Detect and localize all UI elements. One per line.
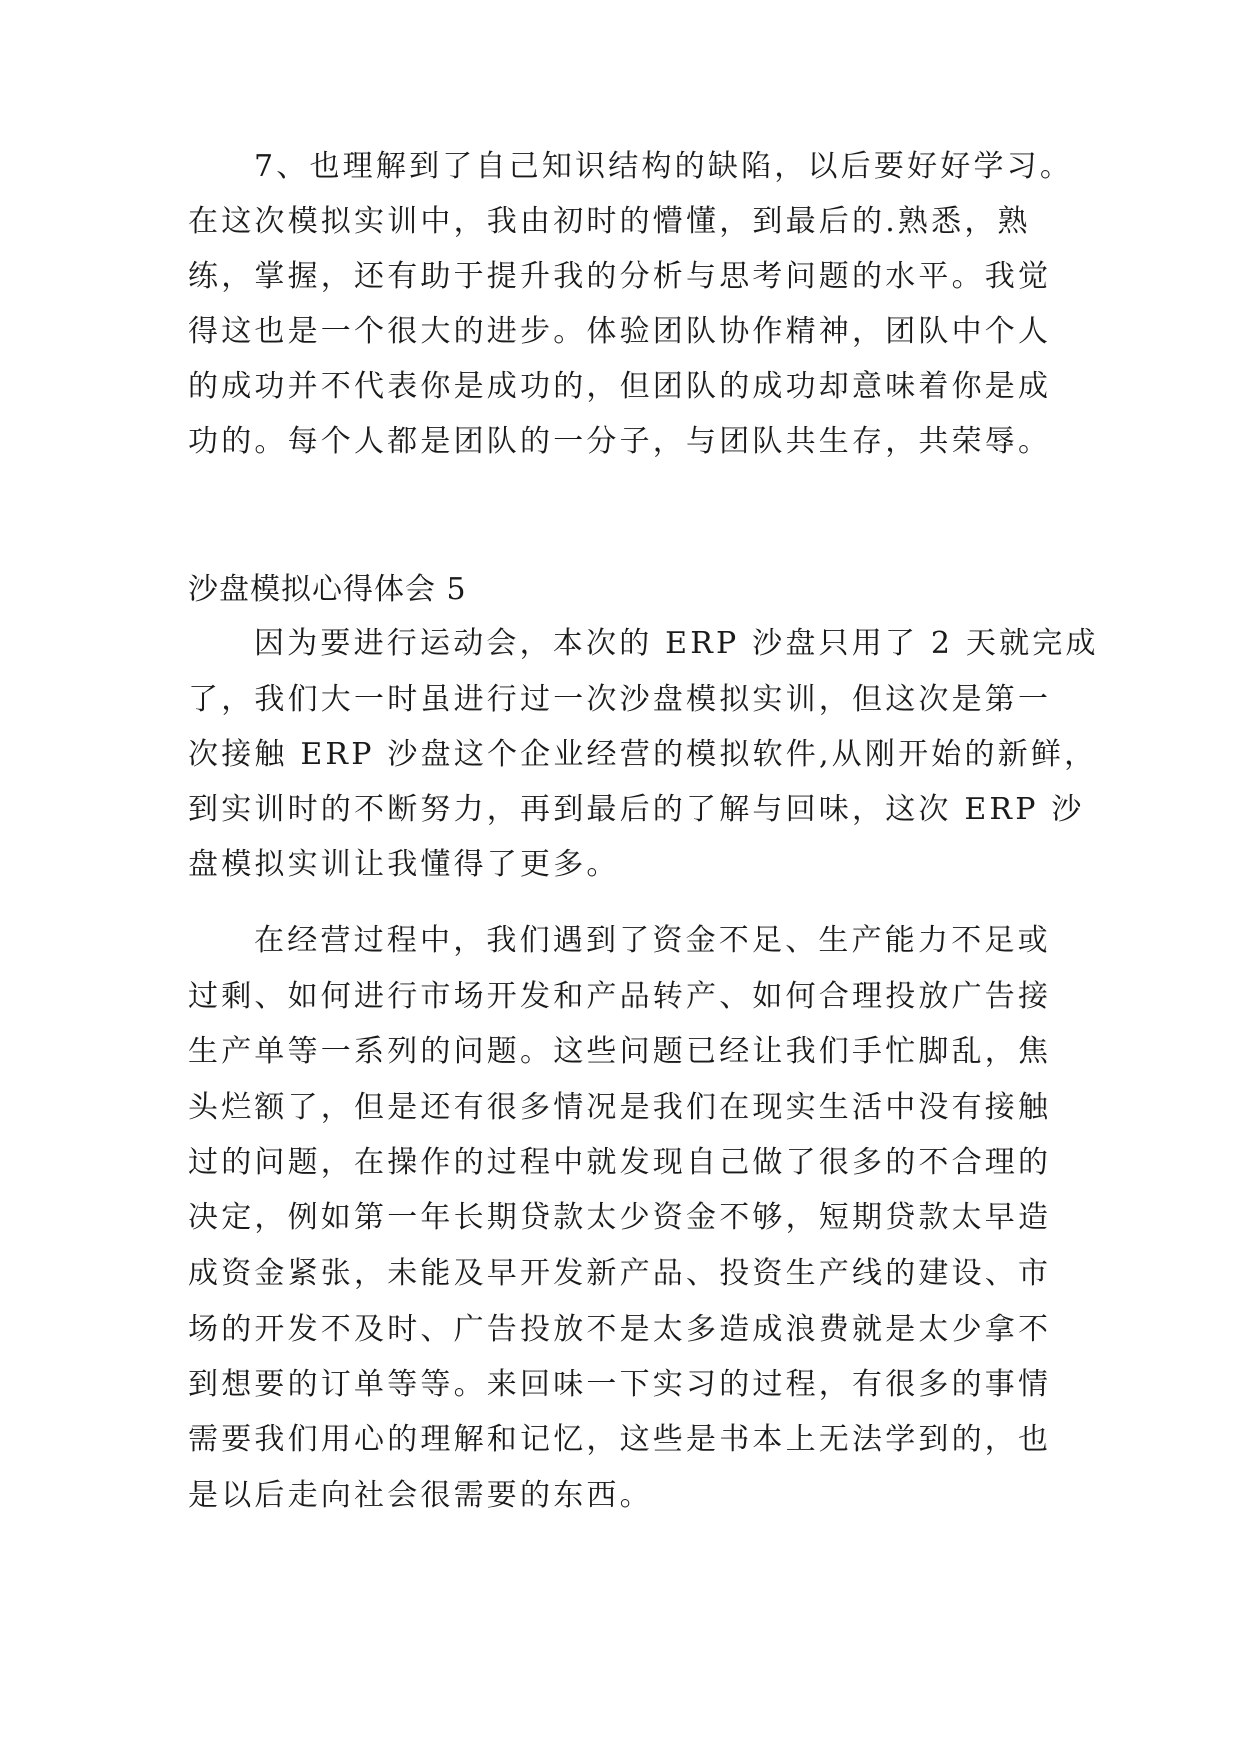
paragraph-line: 7、也理解到了自己知识结构的缺陷，以后要好好学习。 [254,149,1074,184]
paragraph-line: 在经营过程中，我们遇到了资金不足、生产能力不足或 [254,923,1051,958]
paragraph-line: 生产单等一系列的问题。这些问题已经让我们手忙脚乱，焦 [188,1034,1052,1069]
paragraph-line: 决定，例如第一年长期贷款太少资金不够，短期贷款太早造 [188,1200,1052,1235]
paragraph-line: 次接触 ERP 沙盘这个企业经营的模拟软件,从刚开始的新鲜， [188,737,1098,772]
paragraph-line: 过的问题，在操作的过程中就发现自己做了很多的不合理的 [188,1145,1052,1180]
section-heading: 沙盘模拟心得体会 5 [188,572,467,607]
paragraph-line: 场的开发不及时、广告投放不是太多造成浪费就是太少拿不 [188,1312,1052,1347]
paragraph-line: 在这次模拟实训中，我由初时的懵懂，到最后的.熟悉，熟 [188,204,1031,239]
paragraph-line: 因为要进行运动会，本次的 ERP 沙盘只用了 2 天就完成 [254,626,1099,661]
paragraph-line: 功的。每个人都是团队的一分子，与团队共生存，共荣辱。 [188,424,1052,459]
paragraph-line: 练，掌握，还有助于提升我的分析与思考问题的水平。我觉 [188,259,1052,294]
paragraph-line: 了，我们大一时虽进行过一次沙盘模拟实训，但这次是第一 [188,682,1052,717]
paragraph-line: 头烂额了，但是还有很多情况是我们在现实生活中没有接触 [188,1090,1052,1125]
paragraph-line: 过剩、如何进行市场开发和产品转产、如何合理投放广告接 [188,979,1052,1014]
paragraph-line: 到想要的订单等等。来回味一下实习的过程，有很多的事情 [188,1367,1052,1402]
paragraph-line: 的成功并不代表你是成功的，但团队的成功却意味着你是成 [188,369,1052,404]
paragraph-line: 盘模拟实训让我懂得了更多。 [188,847,620,882]
paragraph-line: 需要我们用心的理解和记忆，这些是书本上无法学到的，也 [188,1422,1052,1457]
paragraph-line: 成资金紧张，未能及早开发新产品、投资生产线的建设、市 [188,1256,1052,1291]
paragraph-line: 得这也是一个很大的进步。体验团队协作精神，团队中个人 [188,314,1052,349]
paragraph-line: 到实训时的不断努力，再到最后的了解与回味，这次 ERP 沙 [188,792,1085,827]
paragraph-line: 是以后走向社会很需要的东西。 [188,1478,653,1513]
